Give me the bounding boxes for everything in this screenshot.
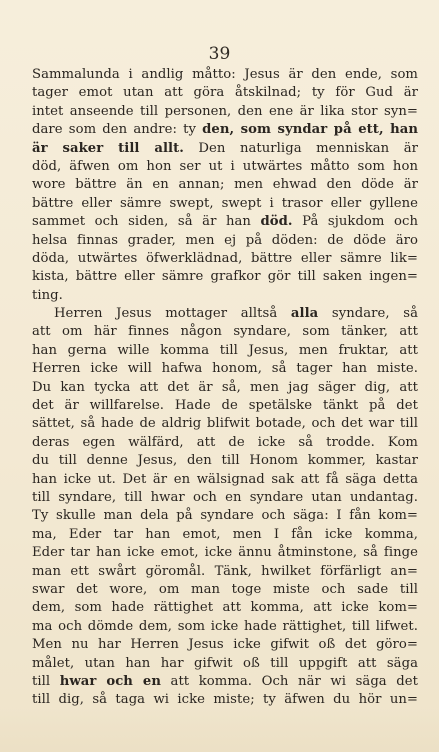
text-segment: du till denne Jesus, den till Honom kommer, kastar xyxy=(32,453,418,469)
text-line xyxy=(32,526,418,544)
text-line xyxy=(32,360,418,378)
text-line xyxy=(32,636,418,654)
text-segment: tager emot utan att göra åtskilnad; ty för Gud är xyxy=(32,85,418,101)
emphasized-text: alla xyxy=(290,306,319,322)
text-segment: döda, utwärtes öfwerklädnad, bättre eller sämre lik= xyxy=(32,250,418,266)
text-segment: Herren Jesus mottager alltså xyxy=(54,306,291,322)
page-bottom-margin xyxy=(0,708,439,752)
text-segment: han gerna wille komma till Jesus, men fruktar, att xyxy=(32,342,418,358)
emphasized-text: är saker till allt. xyxy=(32,140,184,156)
text-segment: bättre eller sämre swept, swept i trasor eller gyllene xyxy=(32,195,418,211)
emphasized-text: död. xyxy=(260,214,293,230)
text-line xyxy=(32,618,418,636)
text-line xyxy=(32,66,418,84)
text-line xyxy=(32,581,418,599)
text-segment: Men nu har Herren Jesus icke gifwit oß det göro= xyxy=(32,637,418,653)
text-line xyxy=(32,397,418,415)
text-segment: man ett swårt göromål. Tänk, hwilket förfärligt an= xyxy=(32,563,418,579)
text-segment: att komma. Och när wi säga det xyxy=(160,673,418,689)
text-segment: Den naturliga menniskan är xyxy=(183,140,418,156)
emphasized-text: hwar och en xyxy=(59,673,161,689)
text-line xyxy=(32,342,418,360)
text-line xyxy=(32,415,418,433)
text-segment: dem, som hade rättighet att komma, att icke kom= xyxy=(32,600,418,616)
text-segment: wore bättre än en annan; men ehwad den döde är xyxy=(32,177,418,193)
text-line xyxy=(32,232,418,250)
text-segment: kista, bättre eller sämre grafkor gör till saken ingen= xyxy=(32,269,418,285)
text-line xyxy=(32,434,418,452)
text-line xyxy=(32,195,418,213)
text-segment: målet, utan han har gifwit oß till uppgift att säga xyxy=(32,655,418,671)
text-segment: Eder tar han icke emot, icke ännu åtminstone, så finge xyxy=(32,545,418,561)
text-segment: swar det wore, om man toge miste och sade till xyxy=(32,581,418,597)
text-line xyxy=(32,287,418,305)
text-segment: ma och dömde dem, som icke hade rättighet, till lifwet. xyxy=(32,618,418,634)
text-line xyxy=(32,84,418,102)
text-segment: sättet, så hade de aldrig blifwit botade, och det war till xyxy=(32,416,418,432)
text-segment: Ty skulle man dela på syndare och säga: I fån kom= xyxy=(32,508,418,524)
text-line xyxy=(32,250,418,268)
text-segment: deras egen wälfärd, att de icke så trodde. Kom xyxy=(32,434,418,450)
text-line xyxy=(32,140,418,158)
text-segment: till dig, så taga wi icke miste; ty äfwen du hör un= xyxy=(32,692,418,708)
page-number: 39 xyxy=(208,44,231,64)
text-segment: Sammalunda i andlig måtto: Jesus är den ende, som xyxy=(32,67,418,82)
text-line xyxy=(32,158,418,176)
text-line xyxy=(32,379,418,397)
text-line xyxy=(32,268,418,286)
text-line xyxy=(32,213,418,231)
text-line xyxy=(32,121,418,139)
text-segment: ting. xyxy=(32,287,63,303)
body-text xyxy=(32,66,418,710)
text-line xyxy=(32,323,418,341)
text-segment: intet anseende till personen, den ene är lika stor syn= xyxy=(32,103,418,119)
text-segment: syndare, så xyxy=(318,306,418,322)
text-segment: det är willfarelse. Hade de spetälske tänkt på det xyxy=(32,398,418,414)
text-line xyxy=(32,305,418,323)
text-segment: död, äfwen om hon ser ut i utwärtes måtto som hon xyxy=(32,158,418,174)
emphasized-text: den, som syndar på ett, han xyxy=(202,122,418,138)
text-segment: till xyxy=(32,673,60,689)
text-line xyxy=(32,471,418,489)
text-line xyxy=(32,599,418,617)
text-line xyxy=(32,103,418,121)
text-segment: sammet och siden, så är han xyxy=(32,214,261,230)
text-segment: till syndare, till hwar och en syndare utan undantag. xyxy=(32,489,418,505)
text-line xyxy=(32,563,418,581)
text-line xyxy=(32,507,418,525)
text-line xyxy=(32,691,418,709)
text-segment: helsa finnas grader, men ej på döden: de döde äro xyxy=(32,232,418,248)
text-line xyxy=(32,489,418,507)
text-line xyxy=(32,655,418,673)
text-segment: Du kan tycka att det är så, men jag säger dig, att xyxy=(32,379,418,395)
text-line xyxy=(32,673,418,691)
text-line xyxy=(32,176,418,194)
text-line xyxy=(32,544,418,562)
text-segment: Herren icke will hafwa honom, så tager han miste. xyxy=(32,361,418,377)
text-segment: att om här finnes någon syndare, som tänker, att xyxy=(32,324,418,340)
text-segment: han icke ut. Det är en wälsignad sak att få säga detta xyxy=(32,471,418,487)
text-segment: ma, Eder tar han emot, men I fån icke komma, xyxy=(32,526,418,542)
text-line xyxy=(32,452,418,470)
text-segment: dare som den andre: ty xyxy=(32,122,203,138)
text-segment: På sjukdom och xyxy=(292,214,418,230)
